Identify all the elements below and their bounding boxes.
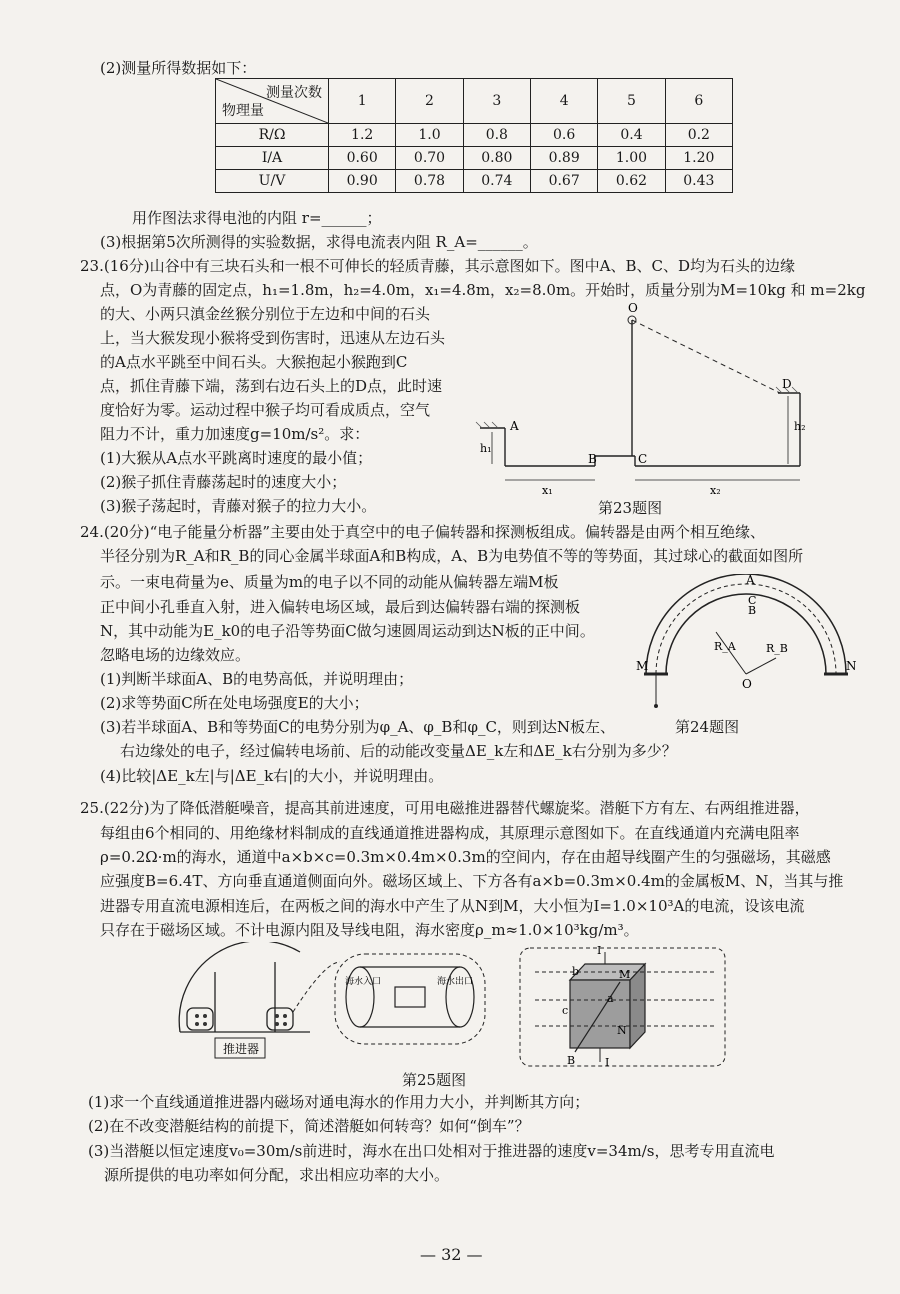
- dim-c-label: c: [562, 1004, 569, 1017]
- table-header-row: [216, 79, 733, 124]
- label-O: O: [742, 677, 752, 691]
- col-header: 3: [463, 79, 530, 124]
- dim-a-label: a: [607, 992, 614, 1005]
- q23-line: 度恰好为零。运动过程中猴子均可看成质点，空气: [100, 401, 431, 419]
- header-count-label: 测量次数: [266, 85, 322, 101]
- table-cell: 0.60: [329, 147, 396, 170]
- q24-line: 右边缘处的电子，经过偏转电场前、后的动能改变量ΔE_k左和ΔE_k右分别为多少？: [120, 742, 677, 760]
- label-B: B: [748, 604, 757, 617]
- table-cell: 0.43: [665, 170, 732, 193]
- row-label: U/V: [216, 170, 329, 193]
- label-A: A: [746, 574, 755, 587]
- q22-part3: (3)根据第5次所测得的实验数据，求得电流表内阻 R_A=______。: [100, 233, 538, 251]
- q25-sub-line: (1)求一个直线通道推进器内磁场对通电海水的作用力大小，并判断其方向；: [88, 1093, 590, 1111]
- point-A-label: A: [510, 419, 519, 433]
- q24-line: N，其中动能为E_k0的电子沿等势面C做匀速圆周运动到达N板的正中间。: [100, 622, 595, 640]
- table-cell: 0.8: [463, 124, 530, 147]
- q24-line: (1)判断半球面A、B的电势高低，并说明理由；: [100, 670, 414, 688]
- table-cell: 0.4: [598, 124, 665, 147]
- measurement-table: [215, 78, 733, 193]
- figure-24-caption: 第24题图: [675, 718, 740, 736]
- col-header: 2: [396, 79, 463, 124]
- table-cell: 0.74: [463, 170, 530, 193]
- q23-line: 阻力不计，重力加速度g=10m/s²。求：: [100, 425, 370, 443]
- table-cell: 0.70: [396, 147, 463, 170]
- current-I-top: I: [597, 944, 602, 957]
- figure-25: [175, 942, 735, 1070]
- q25-line: ρ=0.2Ω·m的海水，通道中a×b×c=0.3m×0.4m×0.3m的空间内，存在由超导线圈产生的匀强磁场，其磁感: [100, 848, 831, 866]
- q23-line: (3)猴子荡起时，青藤对猴子的拉力大小。: [100, 497, 377, 515]
- inlet-label: 海水入口: [345, 977, 382, 987]
- header-quantity-label: 物理量: [222, 103, 264, 119]
- q24-line: (2)求等势面C所在处电场强度E的大小；: [100, 694, 369, 712]
- q25-line: 25.(22分)为了降低潜艇噪音，提高其前进速度，可用电磁推进器替代螺旋桨。潜艇下方有左、右两组推进器，: [80, 799, 810, 817]
- table-cell: 1.20: [665, 147, 732, 170]
- q24-line: 半径分别为R_A和R_B的同心金属半球面A和B构成，A、B为电势值不等的等势面，其过球心的截面如图所: [100, 547, 804, 565]
- figure-25-caption: 第25题图: [402, 1071, 467, 1089]
- x1-label: x₁: [542, 484, 553, 497]
- q25-line: 只存在于磁场区域。不计电源内阻及导线电阻，海水密度ρ_m≈1.0×10³kg/m³。: [100, 921, 639, 939]
- table-cell: 1.0: [396, 124, 463, 147]
- q24-line: 示。一束电荷量为e、质量为m的电子以不同的动能从偏转器左端M板: [100, 573, 559, 591]
- q23-line: (1)大猴从A点水平跳离时速度的最小值；: [100, 449, 373, 467]
- h1-label: h₁: [480, 442, 492, 455]
- q22-part2-label: (2)测量所得数据如下：: [100, 59, 257, 77]
- label-M: M: [636, 659, 649, 673]
- q24-line: (4)比较|ΔE_k左|与|ΔE_k右|的大小，并说明理由。: [100, 767, 444, 785]
- h2-label: h₂: [794, 420, 806, 433]
- q25-line: 每组由6个相同的、用绝缘材料制成的直线通道推进器构成，其原理示意图如下。在直线通道内充满电阻率: [100, 824, 800, 842]
- q24-line: 忽略电场的边缘效应。: [100, 646, 251, 664]
- table-corner-cell: [216, 79, 329, 124]
- point-C-label: C: [638, 452, 648, 466]
- field-B-label: B: [567, 1054, 576, 1067]
- q23-line: 点，抓住青藤下端，荡到右边石头上的D点，此时速: [100, 377, 443, 395]
- q24-line: (3)若半球面A、B和等势面C的电势分别为φ_A、φ_B和φ_C，则到达N板左、: [100, 718, 616, 736]
- table-row: [216, 147, 733, 170]
- current-I-bottom: I: [605, 1056, 610, 1069]
- point-D-label: D: [782, 377, 792, 391]
- point-B-label: B: [588, 452, 597, 466]
- q23-line: 的大、小两只滇金丝猴分别位于左边和中间的石头: [100, 305, 431, 323]
- q25-sub-line: 源所提供的电功率如何分配，求出相应功率的大小。: [104, 1166, 450, 1184]
- table-row: [216, 124, 733, 147]
- q25-line: 进器专用直流电源相连后，在两板之间的海水中产生了从N到M，大小恒为I=1.0×10³A的电流，设该电流: [100, 897, 805, 915]
- figure-24: [636, 574, 856, 714]
- table-cell: 0.90: [329, 170, 396, 193]
- page-number: — 32 —: [420, 1245, 483, 1264]
- label-RA: R_A: [714, 640, 736, 653]
- figure-23-caption: 第23题图: [598, 499, 663, 517]
- x2-label: x₂: [710, 484, 721, 497]
- table-cell: 0.62: [598, 170, 665, 193]
- figure-23: [470, 298, 830, 498]
- col-header: 6: [665, 79, 732, 124]
- table-cell: 1.2: [329, 124, 396, 147]
- q23-line: 点，O为青藤的固定点，h₁=1.8m，h₂=4.0m，x₁=4.8m，x₂=8.0m。开始时，质量分别为M=10kg 和 m=2kg: [100, 281, 866, 299]
- table-cell: 0.2: [665, 124, 732, 147]
- outlet-label: 海水出口: [437, 977, 474, 987]
- table-cell: 0.89: [530, 147, 597, 170]
- col-header: 4: [530, 79, 597, 124]
- q23-line: 的A点水平跳至中间石头。大猴抱起小猴跑到C: [100, 353, 408, 371]
- q23-line: 23.(16分)山谷中有三块石头和一根不可伸长的轻质青藤，其示意图如下。图中A、B、C、D均为石头的边缘: [80, 257, 796, 275]
- thruster-label: 推进器: [223, 1042, 260, 1056]
- col-header: 5: [598, 79, 665, 124]
- q22-internal-resistance: 用作图法求得电池的内阻 r=______；: [132, 209, 382, 227]
- table-cell: 0.78: [396, 170, 463, 193]
- table-cell: 0.80: [463, 147, 530, 170]
- row-label: I/A: [216, 147, 329, 170]
- q25-sub-line: (3)当潜艇以恒定速度v₀=30m/s前进时，海水在出口处相对于推进器的速度v=34m/s，思考专用直流电: [88, 1142, 775, 1160]
- q24-line: 24.(20分)“电子能量分析器”主要由处于真空中的电子偏转器和探测板组成。偏转器是由两个相互绝缘、: [80, 523, 765, 541]
- col-header: 1: [329, 79, 396, 124]
- plate-M-label: M: [619, 968, 631, 981]
- label-RB: R_B: [766, 642, 788, 655]
- table-cell: 1.00: [598, 147, 665, 170]
- q23-line: 上，当大猴发现小猴将受到伤害时，迅速从左边石头: [100, 329, 446, 347]
- plate-N-label: N: [617, 1024, 627, 1037]
- q25-sub-line: (2)在不改变潜艇结构的前提下，简述潜艇如何转弯？如何“倒车”？: [88, 1117, 530, 1135]
- table-cell: 0.6: [530, 124, 597, 147]
- table-row: [216, 170, 733, 193]
- q24-line: 正中间小孔垂直入射，进入偏转电场区域，最后到达偏转器右端的探测板: [100, 598, 581, 616]
- q23-line: (2)猴子抓住青藤荡起时的速度大小；: [100, 473, 347, 491]
- label-N: N: [846, 659, 856, 673]
- row-label: R/Ω: [216, 124, 329, 147]
- label-C: C: [748, 594, 757, 607]
- dim-b-label: b: [572, 965, 580, 978]
- q25-line: 应强度B=6.4T、方向垂直通道侧面向外。磁场区域上、下方各有a×b=0.3m×0.4m的金属板M、N，当其与推: [100, 872, 844, 890]
- point-O-label: O: [628, 301, 638, 315]
- table-cell: 0.67: [530, 170, 597, 193]
